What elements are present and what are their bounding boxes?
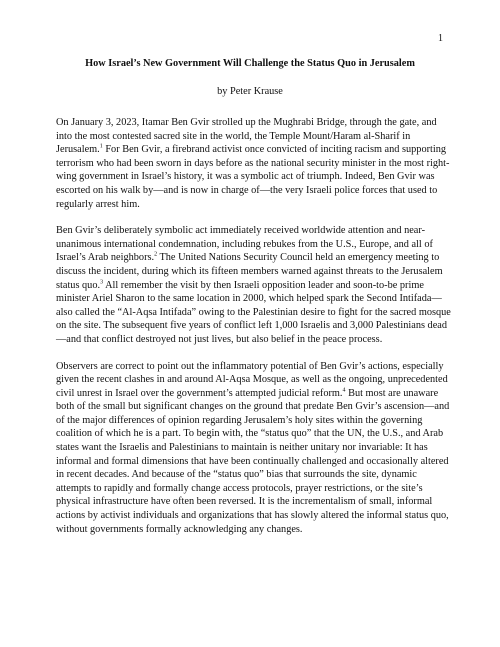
paragraph-2 (56, 224, 454, 346)
paragraph-2-text-a: Ben Gvir’s deliberately symbolic act immediately received worldwide attention and near-unanimous international condemnation, including rebukes from the U.S., Europe, and all of Israel’s Arab neighbors. (56, 225, 433, 264)
paragraph-1-text-b: For Ben Gvir, a firebrand activist once convicted of inciting racism and supporting terrorism who had been sworn in days before as the national security minister in the most right-wing government in Israel’s history, it was a symbolic act of triumph. Indeed, Ben Gvir was escorted on his walk by—and is now in charge of—the very Israeli police forces that used to regularly arrest him. (56, 144, 450, 210)
footnote-marker-1: 1 (99, 143, 103, 150)
paragraph-2-text-b: The United Nations Security Council held an emergency meeting to discuss the incident, during which its fifteen members warned against threats to the Jerusalem status quo. (56, 252, 443, 291)
page-number: 1 (438, 33, 443, 44)
paragraph-2-text-c: All remember the visit by then Israeli opposition leader and soon-to-be prime minister Ariel Sharon to the same location in 2000, which helped spark the Second Intifada—also called the “Al-Aqsa Intifada” owing to the Palestinian desire to fight for the sacred mosque on the site. The subsequent five years of conflict left 1,000 Israelis and 3,000 Palestinians dead—and that conflict destroyed not just lives, but also belief in the peace process. (56, 279, 451, 345)
paragraph-3-text-b: But most are unaware both of the small but significant changes on the ground that predate Ben Gvir’s ascension—and of the major differences of opinion regarding Jerusalem’s holy sites within the governing coalition of which he is a part. To begin with, the “status quo” that the UN, the U.S., and Arab states want the Israelis and Palestinians to maintain is neither unitary nor invariable: It has informal and formal dimensions that have been continually challenged and occasionally altered in recent decades. And because of the “status quo” bias that surrounds the site, dynamic attempts to rapidly and formally change access protocols, prayer restrictions, or the site’s physical infrastructure have often been reversed. It is the incrementalism of small, informal actions by activist individuals and organizations that has slowly altered the informal status quo, without governments formally acknowledging any changes. (56, 387, 450, 535)
footnote-marker-3: 3 (100, 279, 104, 286)
paragraph-3-text-a: Observers are correct to point out the inflammatory potential of Ben Gvir’s actions, especially given the recent clashes in and around Al-Aqsa Mosque, as well as the ongoing, unprecedented civil unrest in Israel over the government’s attempted judicial reform. (56, 360, 448, 399)
paragraph-3 (56, 360, 454, 537)
author-byline: by Peter Krause (217, 86, 283, 97)
article-title: How Israel’s New Government Will Challenge the Status Quo in Jerusalem (85, 58, 415, 69)
paragraph-1-text-a: On January 3, 2023, Itamar Ben Gvir strolled up the Mughrabi Bridge, through the gate, and into the most contested sacred site in the world, the Temple Mount/Haram al-Sharif in Jerusalem. (56, 117, 437, 156)
footnote-marker-4: 4 (342, 387, 346, 394)
paragraph-1 (56, 116, 454, 211)
article-body (56, 116, 454, 549)
footnote-marker-2: 2 (154, 251, 158, 258)
